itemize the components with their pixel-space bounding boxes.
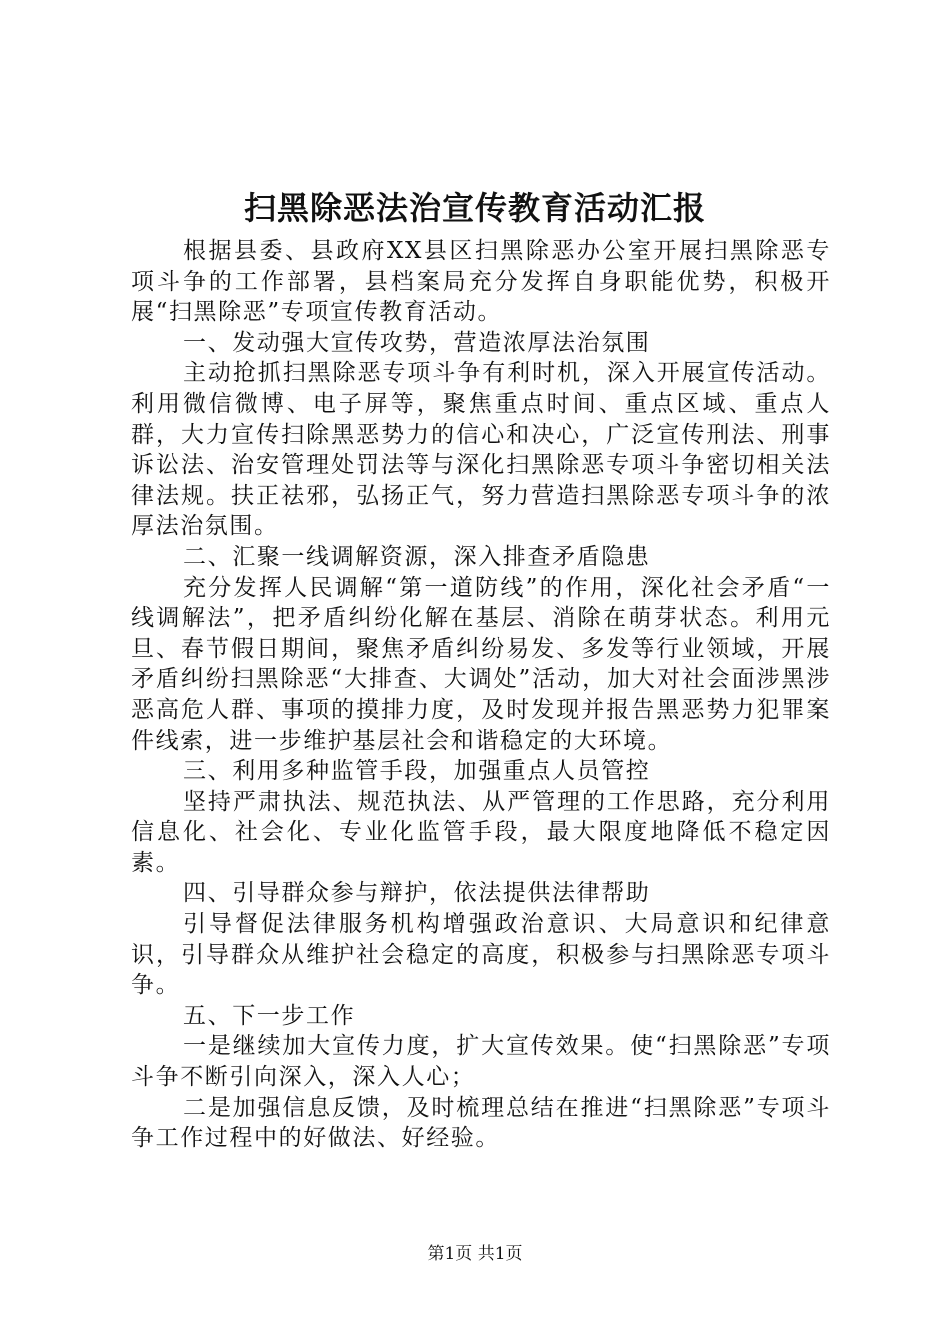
section-5-heading: 五、下一步工作: [183, 1002, 356, 1029]
intro-paragraph: 根据县委、县政府XX县区扫黑除恶办公室开展扫黑除恶专项斗争的工作部署，县档案局充分发挥自身职能优势，积极开展“扫黑除恶”专项宣传教育活动。: [131, 238, 831, 326]
section-3-heading: 三、利用多种监管手段，加强重点人员管控: [183, 758, 651, 785]
document-title: 扫黑除恶法治宣传教育活动汇报: [243, 189, 706, 227]
section-2-paragraph: 充分发挥人民调解“第一道防线”的作用，深化社会矛盾“一线调解法”，把矛盾纠纷化解在基层、消除在萌芽状态。利用元旦、春节假日期间，聚焦矛盾纠纷易发、多发等行业领域，开展矛盾纠纷扫黑除恶“大排查、大调处”活动，加大对社会面涉黑涉恶高危人群、事项的摸排力度，及时发现并报告黑恶势力犯罪案件线索，进一步维护基层社会和谐稳定的大环境。: [131, 574, 831, 754]
section-4-heading: 四、引导群众参与辩护，依法提供法律帮助: [183, 880, 651, 907]
section-2-heading: 二、汇聚一线调解资源，深入排查矛盾隐患: [183, 543, 651, 570]
document-body: [131, 236, 831, 1154]
section-1-heading: 一、发动强大宣传攻势，营造浓厚法治氛围: [183, 329, 651, 356]
section-1-paragraph: 主动抢抓扫黑除恶专项斗争有利时机，深入开展宣传活动。利用微信微博、电子屏等，聚焦重点时间、重点区域、重点人群，大力宣传扫除黑恶势力的信心和决心，广泛宣传刑法、刑事诉讼法、治安管理处罚法等与深化扫黑除恶专项斗争密切相关法律法规。扶正祛邪，弘扬正气，努力营造扫黑除恶专项斗争的浓厚法治氛围。: [131, 360, 831, 540]
section-5-paragraph-2: 二是加强信息反馈，及时梳理总结在推进“扫黑除恶”专项斗争工作过程中的好做法、好经验。: [131, 1094, 831, 1152]
section-4-paragraph: 引导督促法律服务机构增强政治意识、大局意识和纪律意识，引导群众从维护社会稳定的高度，积极参与扫黑除恶专项斗争。: [131, 911, 831, 999]
page-footer: 第1页 共1页: [427, 1244, 523, 1264]
section-5-paragraph-1: 一是继续加大宣传力度，扩大宣传效果。使“扫黑除恶”专项斗争不断引向深入，深入人心；: [131, 1033, 831, 1091]
section-3-paragraph: 坚持严肃执法、规范执法、从严管理的工作思路，充分利用信息化、社会化、专业化监管手段，最大限度地降低不稳定因素。: [131, 788, 831, 876]
